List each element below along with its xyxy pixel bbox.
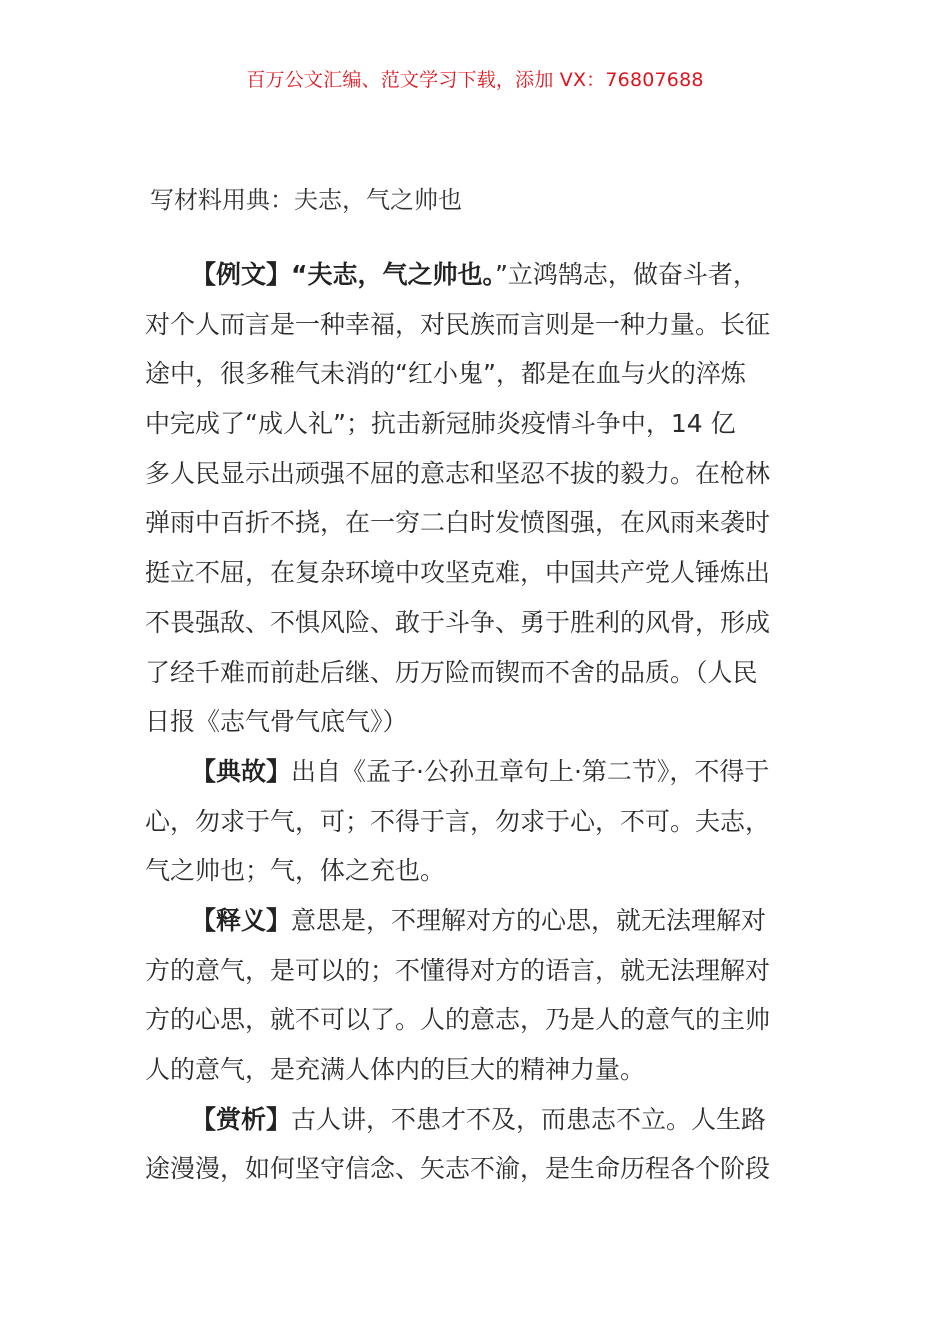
line-text: 出自《孟子·公孙丑章句上·第二节》，不得于 [291, 756, 770, 786]
promo-banner: 百万公文汇编、范文学习下载，添加 VX：76807688 [246, 69, 704, 91]
paragraph-line: 对个人而言是一种幸福，对民族而言则是一种力量。长征 [145, 309, 771, 339]
paragraph-line: 多人民显示出顽强不屈的意志和坚忍不拔的毅力。在枪林 [145, 458, 771, 488]
paragraph-line: 途中，很多稚气未消的“红小鬼”，都是在血与火的淬炼 [145, 359, 746, 389]
paragraph-line: 挺立不屈，在复杂环境中攻坚克难，中国共产党人锤炼出 [145, 558, 771, 588]
paragraph-line: 弹雨中百折不挠，在一穷二白时发愤图强，在风雨来袭时 [145, 508, 771, 538]
section-label: 【释义】 [191, 905, 292, 935]
section-example [145, 250, 845, 747]
section-label: 【典故】 [191, 756, 292, 786]
line-text: ”立鸿鹄志，做奋斗者， [494, 260, 758, 289]
paragraph-line: 心，勿求于气，可；不得于言，勿求于心，不可。夫志， [145, 806, 771, 836]
paragraph-line [145, 250, 845, 300]
paragraph-line: 不畏强敌、不惧风险、敢于斗争、勇于胜利的风骨，形成 [145, 607, 771, 637]
line-text: 古人讲，不患才不及，而患志不立。人生路 [291, 1104, 767, 1134]
paragraph-line: 途漫漫，如何坚守信念、矢志不渝，是生命历程各个阶段 [145, 1154, 771, 1184]
paragraph-line: 方的意气，是可以的；不懂得对方的语言，就无法理解对 [145, 955, 771, 985]
paragraph-line [145, 747, 845, 797]
paragraph-line: 日报《志气骨气底气》） [145, 707, 408, 737]
paragraph-line: 方的心思，就不可以了。人的意志，乃是人的意气的主帅 [145, 1005, 771, 1035]
paragraph-line [145, 896, 845, 946]
section-appreciation [145, 1095, 845, 1194]
section-label: 【赏析】 [191, 1104, 292, 1134]
section-label: 【例文】 [191, 260, 292, 289]
paragraph-line: 了经千难而前赴后继、历万险而锲而不舍的品质。（人民 [145, 657, 758, 687]
section-interpretation [145, 896, 845, 1095]
quote-bold: “夫志，气之帅也。 [291, 260, 495, 289]
paragraph-line: 人的意气，是充满人体内的巨大的精神力量。 [145, 1055, 646, 1084]
line-text: 意思是，不理解对方的心思，就无法理解对 [291, 905, 767, 935]
paragraph-line: 气之帅也；气，体之充也。 [145, 856, 446, 886]
paragraph-line [145, 1095, 845, 1145]
paragraph-line: 中完成了“成人礼”；抗击新冠肺炎疫情斗争中，14 亿 [145, 409, 736, 439]
document-body [145, 250, 845, 1194]
section-allusion [145, 747, 845, 896]
document-title: 写材料用典：夫志，气之帅也 [150, 186, 462, 214]
